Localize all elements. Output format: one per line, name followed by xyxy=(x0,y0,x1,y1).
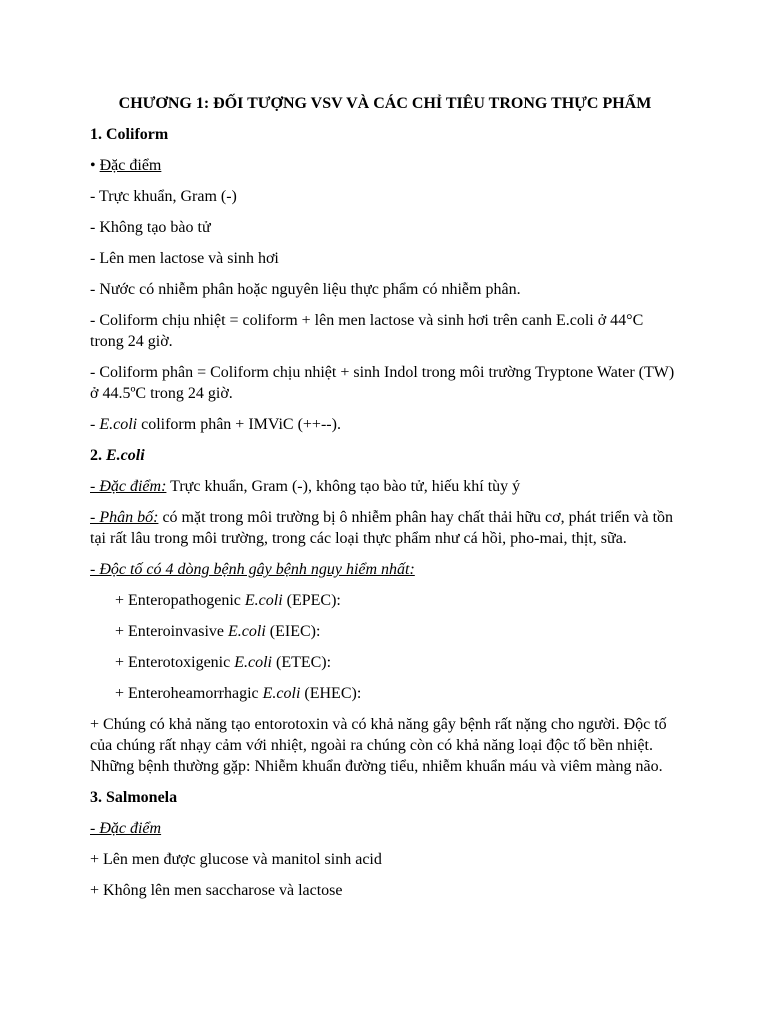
strain-prefix: + Enterotoxigenic xyxy=(115,654,235,671)
ecoli-strain-item xyxy=(90,683,680,704)
ecoli-features-label: - Đặc điểm: xyxy=(90,478,167,495)
salmonela-item: + Không lên men saccharose và lactose xyxy=(90,882,343,899)
strain-suffix: (ETEC): xyxy=(271,654,332,671)
salmonela-features-label: - Đặc điểm xyxy=(90,820,162,837)
ecoli-line-rest: coliform phân + IMViC (++--). xyxy=(137,416,341,433)
ecoli-strain-item xyxy=(90,590,680,611)
ecoli-line-italic: E.coli xyxy=(99,416,138,433)
ecoli-line-prefix: - xyxy=(90,416,100,433)
coliform-item: - Coliform chịu nhiệt = coliform + lên men lactose và sinh hơi trên canh E.coli ở 44°C trong 24 giờ. xyxy=(90,312,644,350)
strain-suffix: (EPEC): xyxy=(282,592,341,609)
ecoli-distribution xyxy=(90,507,680,549)
features-label-text: Đặc điểm xyxy=(99,157,162,174)
section-heading-coliform: 1. Coliform xyxy=(90,126,169,143)
ecoli-note: + Chúng có khả năng tạo entorotoxin và có khả năng gây bệnh rất nặng cho người. Độc tố của chúng rất nhạy cảm với nhiệt, ngoài ra chúng còn có khả năng loại độc tố bền nhiệt. Những bệnh thường gặp: Nhiễm khuẩn đường tiểu, nhiễm khuẩn máu và viêm màng não. xyxy=(90,716,667,775)
strain-suffix: (EIEC): xyxy=(265,623,321,640)
ecoli-features xyxy=(90,476,680,497)
strain-italic: E.coli xyxy=(234,654,272,671)
ecoli-features-text: Trực khuẩn, Gram (-), không tạo bào tử, hiếu khí tùy ý xyxy=(166,478,521,495)
coliform-item: - Không tạo bào tử xyxy=(90,219,211,236)
section-heading-salmonela: 3. Salmonela xyxy=(90,789,178,806)
section-heading-ecoli xyxy=(90,445,680,466)
ecoli-strain-item xyxy=(90,652,680,673)
heading-name: E.coli xyxy=(106,447,145,464)
ecoli-distribution-label: - Phân bố: xyxy=(90,509,159,526)
strain-prefix: + Enteropathogenic xyxy=(115,592,245,609)
coliform-item: - Trực khuẩn, Gram (-) xyxy=(90,188,237,205)
ecoli-toxin-label: - Độc tố có 4 dòng bệnh gây bệnh nguy hiểm nhất: xyxy=(90,561,415,578)
document-page xyxy=(90,94,680,911)
strain-prefix: + Enteroinvasive xyxy=(115,623,228,640)
strain-italic: E.coli xyxy=(244,592,283,609)
ecoli-distribution-text: có mặt trong môi trường bị ô nhiễm phân hay chất thải hữu cơ, phát triển và tồn tại rất lâu trong môi trường, trong các loại thực phẩm như cá hồi, pho-mai, thịt, sữa. xyxy=(90,509,674,547)
bullet: • xyxy=(90,157,100,174)
heading-number: 2. xyxy=(90,447,106,464)
chapter-title: CHƯƠNG 1: ĐỐI TƯỢNG VSV VÀ CÁC CHỈ TIÊU TRONG THỰC PHẨM xyxy=(118,95,652,112)
coliform-item-ecoli xyxy=(90,414,680,435)
coliform-item: - Coliform phân = Coliform chịu nhiệt + sinh Indol trong môi trường Tryptone Water (TW) ở 44.5ºC trong 24 giờ. xyxy=(90,364,675,402)
strain-italic: E.coli xyxy=(262,685,301,702)
strain-suffix: (EHEC): xyxy=(300,685,362,702)
salmonela-item: + Lên men được glucose và manitol sinh acid xyxy=(90,851,382,868)
strain-prefix: + Enteroheamorrhagic xyxy=(115,685,263,702)
coliform-features-label xyxy=(90,155,680,176)
ecoli-strain-item xyxy=(90,621,680,642)
coliform-item: - Lên men lactose và sinh hơi xyxy=(90,250,279,267)
coliform-item: - Nước có nhiễm phân hoặc nguyên liệu thực phẩm có nhiễm phân. xyxy=(90,281,521,298)
strain-italic: E.coli xyxy=(228,623,266,640)
